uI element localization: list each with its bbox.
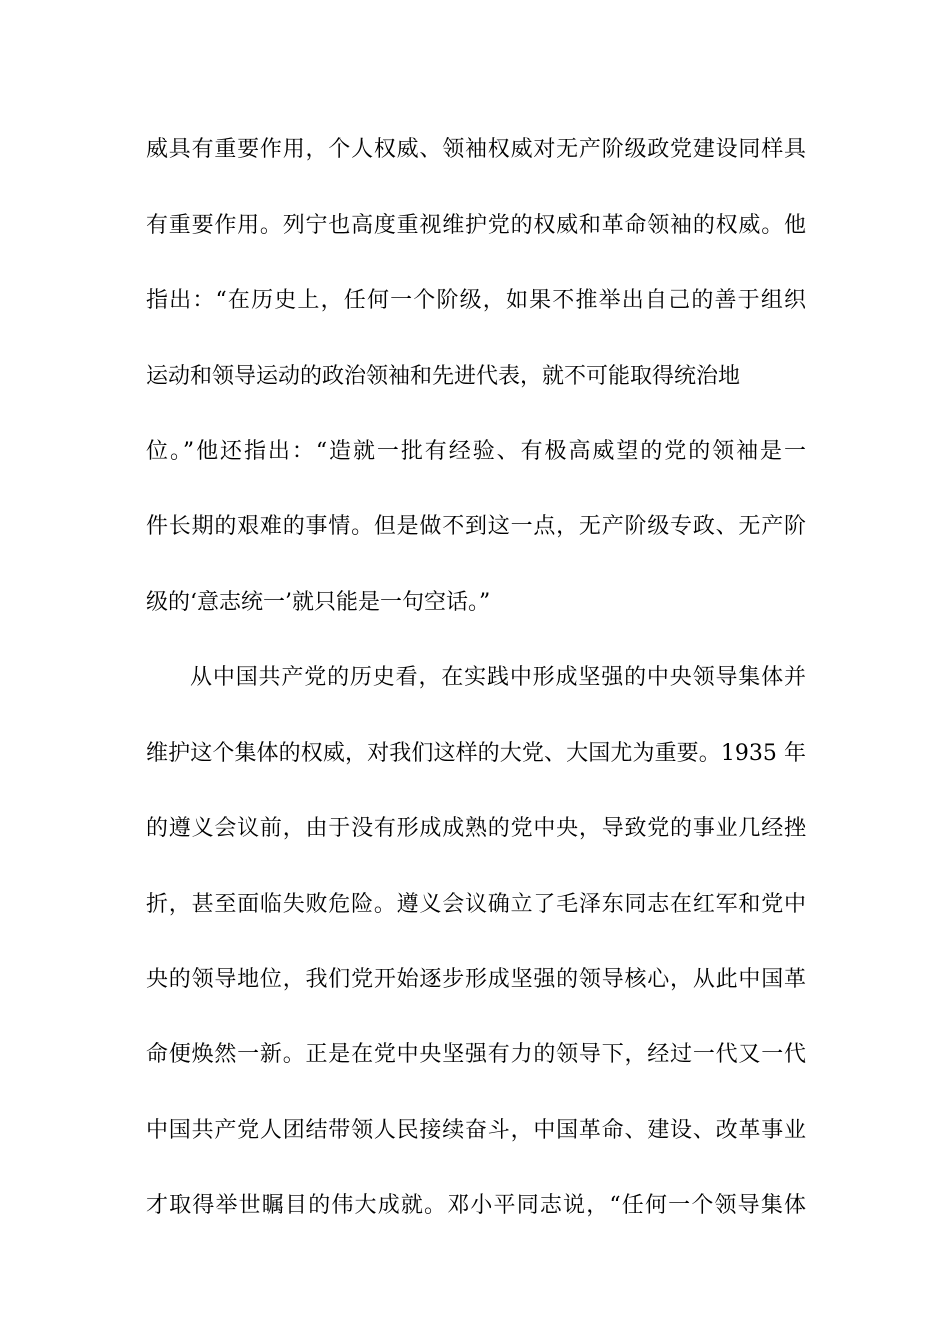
paragraph-2-line-5: 央的领导地位，我们党开始逐步形成坚强的领导核心，从此中国革 xyxy=(146,967,806,992)
paragraph-1-line-3: 指出：“在历史上，任何一个阶级，如果不推举出自己的善于组织 xyxy=(146,288,806,313)
paragraph-2-line-7: 中国共产党人团结带领人民接续奋斗，中国革命、建设、改革事业 xyxy=(146,1118,806,1143)
paragraph-2-line-6: 命便焕然一新。正是在党中央坚强有力的领导下，经过一代又一代 xyxy=(146,1042,806,1067)
paragraph-2-line-2: 维护这个集体的权威，对我们这样的大党、大国尤为重要。1935 年 xyxy=(146,741,806,766)
paragraph-2-line-1: 从中国共产党的历史看，在实践中形成坚强的中央领导集体并 xyxy=(190,665,806,690)
paragraph-2-line-4: 折，甚至面临失败危险。遵义会议确立了毛泽东同志在红军和党中 xyxy=(146,892,806,917)
paragraph-2-line-3: 的遵义会议前，由于没有形成成熟的党中央，导致党的事业几经挫 xyxy=(146,816,806,841)
paragraph-1-line-1: 威具有重要作用，个人权威、领袖权威对无产阶级政党建设同样具 xyxy=(146,137,806,162)
paragraph-1-line-7: 级的‘意志统一’就只能是一句空话。” xyxy=(146,590,491,615)
paragraph-1-line-4: 运动和领导运动的政治领袖和先进代表，就不可能取得统治地 xyxy=(146,364,741,389)
paragraph-1-line-2: 有重要作用。列宁也高度重视维护党的权威和革命领袖的权威。他 xyxy=(146,213,806,238)
paragraph-1-line-6: 件长期的艰难的事情。但是做不到这一点，无产阶级专政、无产阶 xyxy=(146,514,806,539)
paragraph-1-line-5: 位。”他还指出：“造就一批有经验、有极高威望的党的领袖是一 xyxy=(146,439,806,464)
paragraph-2-line-8: 才取得举世瞩目的伟大成就。邓小平同志说，“任何一个领导集体 xyxy=(146,1193,806,1218)
